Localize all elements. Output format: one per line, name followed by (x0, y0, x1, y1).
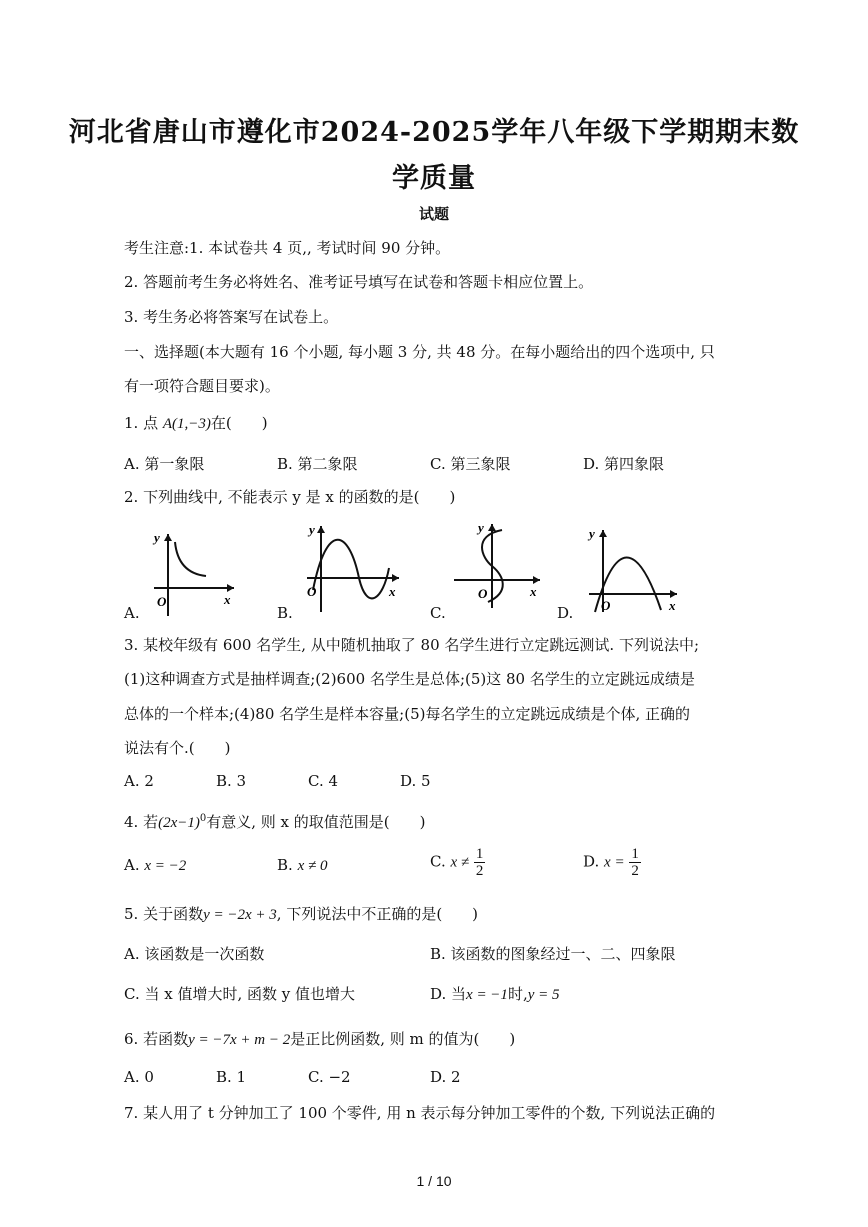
question-2-option-b-label: B. (277, 604, 293, 622)
question-4-option-c-denominator: 2 (475, 863, 484, 879)
question-6-function: y = −7x + m − 2 (188, 1032, 291, 1048)
exam-subtitle: 试题 (418, 205, 449, 223)
graph-b-origin-label: O (307, 584, 317, 599)
question-1-option-c: C. 第三象限 (430, 455, 511, 473)
question-4-option-c-label: C. (430, 852, 446, 871)
question-4-exponent: 0 (199, 813, 207, 824)
question-5-option-d-x: x = −1 (466, 987, 508, 1003)
question-4-option-d-math: x = (604, 854, 625, 871)
question-4-option-c-fraction (474, 846, 486, 879)
question-5-option-d-y: y = 5 (527, 987, 560, 1003)
question-3-line1: 3. 某校年级有 600 名学生, 从中随机抽取了 80 名学生进行立定跳远测试. 下列说法中; (124, 636, 699, 654)
question-6-option-d: D. 2 (430, 1068, 461, 1086)
graph-b-y-label: y (309, 522, 315, 537)
question-5-option-c: C. 当 x 值增大时, 函数 y 值也增大 (124, 985, 356, 1003)
question-4-option-a-math: x = −2 (144, 858, 187, 874)
graph-d-x-label: x (669, 598, 676, 613)
question-1-stem (124, 412, 268, 433)
question-3-line4: 说法有个.( ) (124, 739, 231, 757)
question-4-option-d-denominator: 2 (631, 863, 639, 879)
question-6-prefix: 6. 若函数 (124, 1030, 189, 1048)
question-3-option-d: D. 5 (400, 772, 431, 790)
note-1: 考生注意:1. 本试卷共 4 页,, 考试时间 90 分钟。 (124, 239, 451, 257)
question-4-option-a-label: A. (124, 856, 140, 874)
question-6-option-b: B. 1 (216, 1068, 247, 1086)
question-4-option-b (277, 856, 327, 875)
graph-b-x-label: x (389, 584, 396, 599)
question-4-stem (124, 811, 426, 832)
question-2-stem: 2. 下列曲线中, 不能表示 y 是 x 的函数的是( ) (124, 488, 456, 506)
question-4-option-b-math: x ≠ 0 (297, 858, 328, 874)
question-1-option-d: D. 第四象限 (583, 455, 665, 473)
graph-a-y-label: y (154, 530, 160, 545)
graph-c-origin-label: O (478, 586, 488, 601)
question-5-stem (124, 903, 478, 924)
graph-d-origin-label: O (601, 598, 611, 613)
page-number: 1 / 10 (416, 1173, 452, 1189)
question-4-option-d-numerator: 1 (631, 846, 639, 862)
question-4-option-c-math: x ≠ (450, 854, 470, 871)
graph-a (148, 528, 238, 618)
question-4-option-d (583, 846, 641, 879)
section-heading-line1: 一、选择题(本大题有 16 个小题, 每小题 3 分, 共 48 分。在每小题给出的四个选项中, 只 (124, 343, 715, 361)
question-2-option-c-label: C. (430, 604, 446, 622)
question-6-suffix: 是正比例函数, 则 m 的值为( ) (290, 1030, 516, 1048)
graph-d (585, 524, 685, 616)
graph-a-origin-label: O (157, 594, 167, 609)
question-5-prefix: 5. 关于函数 (124, 905, 204, 923)
question-3-line3: 总体的一个样本;(4)80 名学生是样本容量;(5)每名学生的立定跳远成绩是个体, 正确的 (124, 705, 690, 723)
question-4-option-c (430, 846, 485, 879)
graph-c-y-label: y (478, 520, 484, 535)
graph-c-x-label: x (530, 584, 537, 599)
graph-d-y-label: y (589, 526, 595, 541)
note-2: 2. 答题前考生务必将姓名、准考证号填写在试卷和答题卡相应位置上。 (124, 273, 594, 291)
graph-c (450, 518, 546, 612)
graph-b (303, 520, 403, 616)
question-4-expression: (2x−1) (158, 815, 200, 831)
question-3-option-b: B. 3 (216, 772, 247, 790)
question-4-option-d-label: D. (583, 852, 600, 871)
question-6-stem (124, 1028, 515, 1049)
section-heading-line2: 有一项符合题目要求)。 (124, 377, 280, 395)
question-5-option-d-prefix: D. 当 (430, 985, 467, 1003)
question-5-suffix: , 下列说法中不正确的是( ) (276, 905, 479, 923)
exam-title-line2: 学质量 (392, 163, 476, 194)
question-4-option-a (124, 856, 186, 875)
question-2-option-a-label: A. (124, 604, 140, 622)
question-4-option-d-fraction (629, 846, 641, 879)
question-4-option-c-numerator: 1 (475, 846, 484, 862)
question-3-line2: (1)这种调查方式是抽样调查;(2)600 名学生是总体;(5)这 80 名学生的立定跳远成绩是 (124, 670, 695, 688)
note-3: 3. 考生务必将答案写在试卷上。 (124, 308, 339, 326)
question-1-option-b: B. 第二象限 (277, 455, 358, 473)
question-5-option-d (430, 983, 560, 1004)
question-5-option-a: A. 该函数是一次函数 (124, 945, 265, 963)
question-1-point: A(1,−3) (162, 416, 211, 432)
question-3-option-c: C. 4 (308, 772, 339, 790)
exam-title-line1: 河北省唐山市遵化市2024-2025学年八年级下学期期末数 (68, 117, 800, 148)
graph-a-x-label: x (224, 592, 231, 607)
question-5-function: y = −2x + 3 (203, 907, 277, 923)
question-5-option-b: B. 该函数的图象经过一、二、四象限 (430, 945, 676, 963)
question-4-option-b-label: B. (277, 856, 293, 874)
question-6-option-a: A. 0 (124, 1068, 154, 1086)
question-6-option-c: C. −2 (308, 1068, 351, 1086)
question-2-option-d-label: D. (557, 604, 574, 622)
question-3-option-a: A. 2 (124, 772, 154, 790)
question-7-stem: 7. 某人用了 t 分钟加工了 100 个零件, 用 n 表示每分钟加工零件的个数, 下列说法正确的 (124, 1104, 716, 1122)
question-1-option-a: A. 第一象限 (124, 455, 205, 473)
question-4-prefix: 4. 若 (124, 813, 159, 831)
question-4-suffix: 有意义, 则 x 的取值范围是( ) (206, 813, 426, 831)
question-1-suffix: 在( ) (210, 414, 268, 432)
question-5-option-d-mid: 时, (507, 985, 528, 1003)
question-1-prefix: 1. 点 (124, 414, 163, 432)
